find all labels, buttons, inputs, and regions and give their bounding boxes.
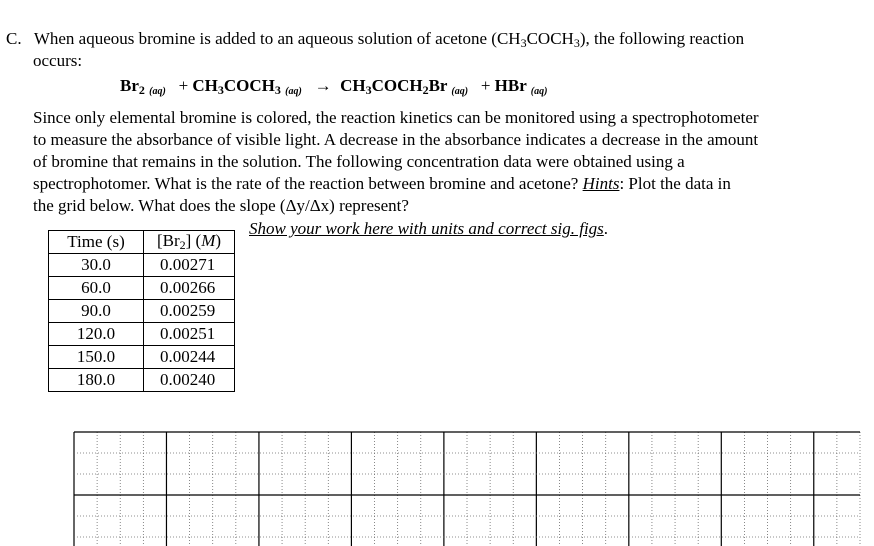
concentration-cell: 0.00259: [144, 300, 235, 323]
concentration-cell: 0.00251: [144, 323, 235, 346]
concentration-cell: 0.00240: [144, 369, 235, 392]
paragraph-line5: the grid below. What does the slope (Δy/Δx) represent?: [33, 196, 409, 215]
reaction-arrow: →: [314, 76, 332, 95]
paragraph-line1: Since only elemental bromine is colored, the reaction kinetics can be monitored using a spectrophotometer: [33, 108, 759, 127]
time-cell: 150.0: [49, 346, 144, 369]
reactant-bromine: $Br_2$ $_{(aq)}$: [120, 76, 166, 97]
time-cell: 180.0: [49, 369, 144, 392]
header-time: Time (s): [49, 231, 144, 254]
time-cell: 90.0: [49, 300, 144, 323]
reactant-acetone: $CH_3COCH_3$ $_{(aq)}$: [192, 76, 302, 97]
paragraph-line2: to measure the absorbance of visible light. A decrease in the absorbance indicates a decrease in the amount: [33, 130, 759, 149]
paragraph-line4: spectrophotomer. What is the rate of the reaction between bromine and acetone? Hints: Plot the data in: [33, 174, 731, 193]
question-intro-line2: occurs:: [33, 51, 83, 70]
product-bromoacetone: $CH_3COCH_2Br$ $_{(aq)}$: [340, 76, 469, 97]
time-cell: 30.0: [49, 254, 144, 277]
header-concentration: $[Br_2]$ (M): [144, 231, 235, 254]
question-label: C.: [6, 29, 22, 48]
concentration-cell: 0.00266: [144, 277, 235, 300]
reaction-equation: $Br_2$ $_{(aq)}$ + $CH_3COCH_3$ $_{(aq)}$ → $CH_3COCH_2Br$ $_{(aq)}$ + HBr $_{(aq)}$: [120, 76, 548, 97]
time-cell: 120.0: [49, 323, 144, 346]
concentration-cell: 0.00271: [144, 254, 235, 277]
concentration-cell: 0.00244: [144, 346, 235, 369]
paragraph-line3: of bromine that remains in the solution. The following concentration data were obtained using a: [33, 152, 685, 171]
product-hbr: HBr $_{(aq)}$: [494, 76, 548, 97]
time-cell: 60.0: [49, 277, 144, 300]
question-intro-line1: C. When aqueous bromine is added to an aqueous solution of acetone $(CH_3COCH_3)$, the following reaction: [6, 29, 745, 50]
show-work-instruction: Show your work here with units and correct sig. figs.: [249, 219, 609, 238]
hints-label: Hints: [582, 174, 620, 193]
